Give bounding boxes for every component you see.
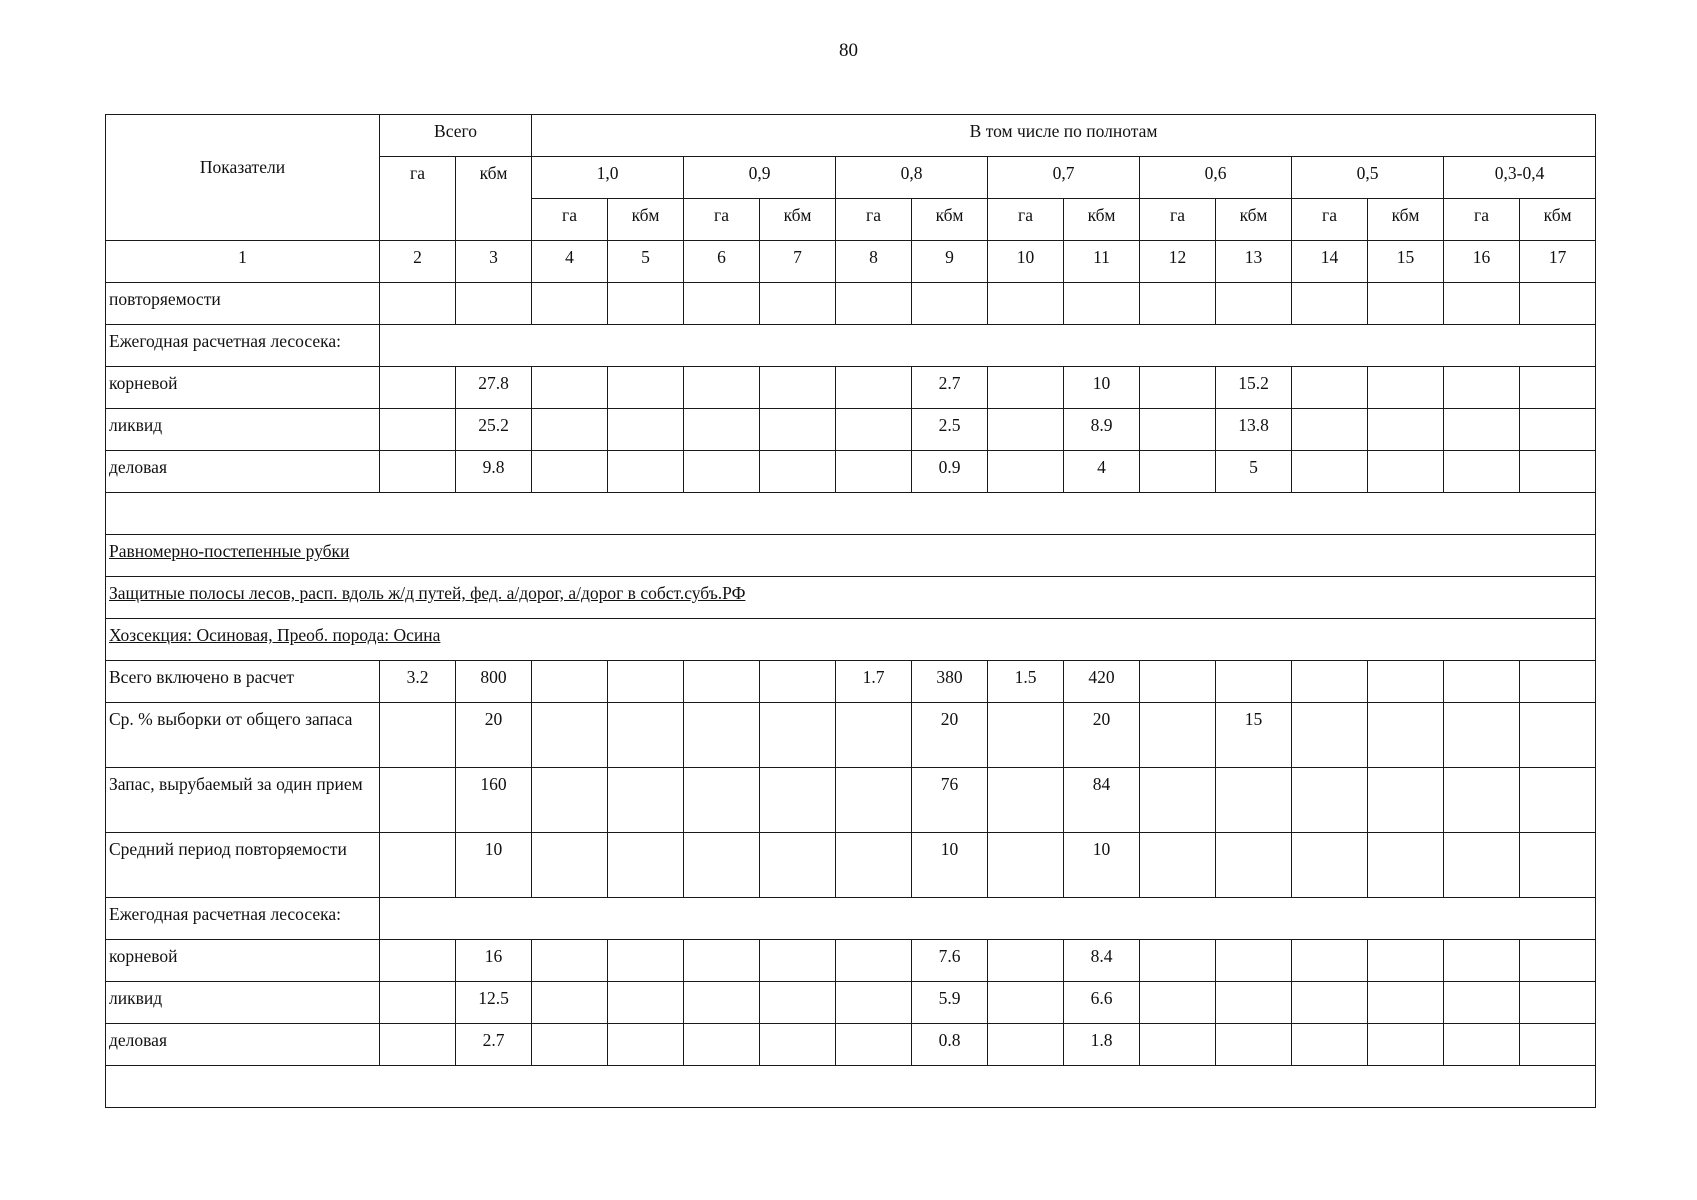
table-cell	[1292, 940, 1368, 982]
table-cell	[1292, 1024, 1368, 1066]
table-cell	[380, 768, 456, 833]
column-number: 1	[106, 241, 380, 283]
table-cell	[1216, 1024, 1292, 1066]
header-sub-ga: га	[684, 199, 760, 241]
table-cell	[532, 940, 608, 982]
table-cell	[532, 768, 608, 833]
row-label: деловая	[106, 1024, 380, 1066]
table-cell	[760, 833, 836, 898]
table-cell	[1216, 768, 1292, 833]
table-cell	[1292, 982, 1368, 1024]
table-cell	[684, 283, 760, 325]
table-cell	[1368, 982, 1444, 1024]
table-cell	[608, 409, 684, 451]
table-cell: 7.6	[912, 940, 988, 982]
table-cell	[988, 768, 1064, 833]
header-polnota: 0,3-0,4	[1444, 157, 1596, 199]
table-cell	[760, 409, 836, 451]
table-cell	[836, 283, 912, 325]
table-cell	[760, 367, 836, 409]
header-polnota: 0,5	[1292, 157, 1444, 199]
header-row-1	[106, 115, 1596, 157]
table-cell	[1368, 661, 1444, 703]
table-row	[106, 367, 1596, 409]
table-cell	[1520, 409, 1596, 451]
section-row	[106, 577, 1596, 619]
table-cell	[1140, 982, 1216, 1024]
table-cell	[380, 367, 456, 409]
table-row	[106, 982, 1596, 1024]
table-cell: 1.5	[988, 661, 1064, 703]
section-title: Защитные полосы лесов, расп. вдоль ж/д путей, фед. а/дорог, а/дорог в собст.субъ.РФ	[106, 577, 1596, 619]
table-cell	[1444, 768, 1520, 833]
table-cell	[1444, 982, 1520, 1024]
row-label: повторяемости	[106, 283, 380, 325]
table-cell: 10	[456, 833, 532, 898]
table-cell	[684, 833, 760, 898]
row-label: Средний период повторяемости	[106, 833, 380, 898]
table-cell: 8.4	[1064, 940, 1140, 982]
empty-row	[106, 1066, 1596, 1108]
table-cell	[836, 768, 912, 833]
column-number: 12	[1140, 241, 1216, 283]
table-cell	[532, 833, 608, 898]
table-row	[106, 940, 1596, 982]
table-cell	[1368, 833, 1444, 898]
table-cell	[1140, 367, 1216, 409]
table-cell	[684, 768, 760, 833]
table-cell	[532, 367, 608, 409]
table-cell	[380, 940, 456, 982]
table-cell	[608, 367, 684, 409]
table-cell	[1140, 283, 1216, 325]
row-label: Ср. % выборки от общего запаса	[106, 703, 380, 768]
table-cell	[760, 940, 836, 982]
table-cell	[836, 1024, 912, 1066]
header-polnota: 0,8	[836, 157, 988, 199]
table-cell	[1216, 661, 1292, 703]
table-cell	[1520, 661, 1596, 703]
table-cell: 76	[912, 768, 988, 833]
table-cell	[988, 833, 1064, 898]
table-cell	[684, 1024, 760, 1066]
header-sub-kbm: кбм	[1520, 199, 1596, 241]
table-cell: 160	[456, 768, 532, 833]
table-cell: 10	[1064, 367, 1140, 409]
column-number: 5	[608, 241, 684, 283]
table-row	[106, 451, 1596, 493]
table-cell: 10	[912, 833, 988, 898]
table-cell	[1520, 1024, 1596, 1066]
header-sub-ga: га	[1292, 199, 1368, 241]
row-label: ликвид	[106, 982, 380, 1024]
table-row	[106, 283, 1596, 325]
table-cell	[1292, 768, 1368, 833]
table-cell	[1444, 661, 1520, 703]
row-label: ликвид	[106, 409, 380, 451]
table-cell	[1216, 283, 1292, 325]
group-row	[106, 325, 1596, 367]
table-cell: 380	[912, 661, 988, 703]
table-row	[106, 409, 1596, 451]
column-number: 2	[380, 241, 456, 283]
table-cell	[760, 703, 836, 768]
table-cell	[1444, 833, 1520, 898]
table-cell: 2.7	[456, 1024, 532, 1066]
table-cell	[1444, 1024, 1520, 1066]
table-cell: 0.9	[912, 451, 988, 493]
group-label: Ежегодная расчетная лесосека:	[106, 898, 380, 940]
table-cell	[532, 982, 608, 1024]
row-label: деловая	[106, 451, 380, 493]
section-row	[106, 535, 1596, 577]
table-cell	[1368, 283, 1444, 325]
table-cell	[1368, 367, 1444, 409]
table-row	[106, 1024, 1596, 1066]
table-cell: 9.8	[456, 451, 532, 493]
header-polnota: 1,0	[532, 157, 684, 199]
table-row	[106, 661, 1596, 703]
table-cell	[608, 982, 684, 1024]
table-cell	[1520, 451, 1596, 493]
header-sub-ga: га	[1444, 199, 1520, 241]
group-label: Ежегодная расчетная лесосека:	[106, 325, 380, 367]
row-label: корневой	[106, 367, 380, 409]
column-number: 3	[456, 241, 532, 283]
table-cell: 800	[456, 661, 532, 703]
table-cell	[532, 283, 608, 325]
table-cell: 20	[1064, 703, 1140, 768]
header-v-tom-chisle: В том числе по полнотам	[532, 115, 1596, 157]
header-sub-kbm: кбм	[608, 199, 684, 241]
table-cell	[760, 661, 836, 703]
row-label: Запас, вырубаемый за один прием	[106, 768, 380, 833]
table-cell	[1368, 1024, 1444, 1066]
table-cell: 15	[1216, 703, 1292, 768]
table-cell	[532, 1024, 608, 1066]
table-cell: 0.8	[912, 1024, 988, 1066]
table-cell	[684, 367, 760, 409]
table-cell	[988, 451, 1064, 493]
table-cell	[1368, 940, 1444, 982]
section-title: Хозсекция: Осиновая, Преоб. порода: Осина	[106, 619, 1596, 661]
table-cell: 16	[456, 940, 532, 982]
table-cell	[1140, 703, 1216, 768]
table-cell	[836, 940, 912, 982]
table-cell	[1292, 661, 1368, 703]
header-sub-ga: га	[836, 199, 912, 241]
group-row	[106, 898, 1596, 940]
column-number: 10	[988, 241, 1064, 283]
column-number: 9	[912, 241, 988, 283]
table-cell: 5	[1216, 451, 1292, 493]
table-cell	[988, 940, 1064, 982]
table-cell	[684, 451, 760, 493]
table-cell	[608, 283, 684, 325]
header-polnota: 0,7	[988, 157, 1140, 199]
table-cell	[684, 982, 760, 1024]
header-pokazateli: Показатели	[106, 115, 380, 241]
table-row	[106, 768, 1596, 833]
table-cell: 3.2	[380, 661, 456, 703]
table-cell	[1520, 367, 1596, 409]
table-cell	[608, 768, 684, 833]
header-sub-kbm: кбм	[760, 199, 836, 241]
table-cell: 10	[1064, 833, 1140, 898]
table-cell	[1292, 703, 1368, 768]
table-cell: 20	[456, 703, 532, 768]
header-sub-ga: га	[988, 199, 1064, 241]
table-cell	[1368, 451, 1444, 493]
header-polnota: 0,6	[1140, 157, 1292, 199]
table-cell	[1292, 409, 1368, 451]
table-cell	[988, 409, 1064, 451]
table-cell	[380, 283, 456, 325]
table-cell	[836, 982, 912, 1024]
table-cell: 8.9	[1064, 409, 1140, 451]
table-cell	[1140, 1024, 1216, 1066]
row-label: корневой	[106, 940, 380, 982]
table-cell	[760, 283, 836, 325]
table-cell	[760, 1024, 836, 1066]
table-cell	[1140, 768, 1216, 833]
column-number: 17	[1520, 241, 1596, 283]
table-cell	[912, 283, 988, 325]
header-sub-kbm: кбм	[1216, 199, 1292, 241]
column-number: 16	[1444, 241, 1520, 283]
table-cell	[380, 982, 456, 1024]
column-number: 11	[1064, 241, 1140, 283]
empty-cell	[106, 1066, 1596, 1108]
table-cell	[1444, 283, 1520, 325]
table-cell	[836, 409, 912, 451]
table-cell	[988, 982, 1064, 1024]
table-cell	[1520, 982, 1596, 1024]
table-cell	[1444, 703, 1520, 768]
table-cell	[1444, 367, 1520, 409]
header-sub-kbm: кбм	[1368, 199, 1444, 241]
column-number: 13	[1216, 241, 1292, 283]
row-label: Всего включено в расчет	[106, 661, 380, 703]
header-vsego-kbm: кбм	[456, 157, 532, 241]
column-number: 6	[684, 241, 760, 283]
table-cell	[1216, 833, 1292, 898]
table-cell	[760, 451, 836, 493]
table-cell	[836, 451, 912, 493]
section-title: Равномерно-постепенные рубки	[106, 535, 1596, 577]
table-cell	[988, 703, 1064, 768]
header-sub-ga: га	[1140, 199, 1216, 241]
table-cell	[456, 283, 532, 325]
table-cell	[1140, 661, 1216, 703]
table-cell	[988, 1024, 1064, 1066]
table-cell: 1.8	[1064, 1024, 1140, 1066]
table-cell: 25.2	[456, 409, 532, 451]
table-cell	[1444, 409, 1520, 451]
table-cell	[684, 940, 760, 982]
table-cell	[1520, 833, 1596, 898]
table-cell: 1.7	[836, 661, 912, 703]
header-sub-kbm: кбм	[912, 199, 988, 241]
table-cell	[836, 703, 912, 768]
table-cell	[532, 661, 608, 703]
table-cell: 84	[1064, 768, 1140, 833]
table-cell	[380, 409, 456, 451]
table-cell	[380, 1024, 456, 1066]
column-number: 7	[760, 241, 836, 283]
page-number: 80	[839, 40, 858, 61]
table-cell	[1064, 283, 1140, 325]
table-cell	[1292, 833, 1368, 898]
table-cell	[1140, 409, 1216, 451]
table-cell: 13.8	[1216, 409, 1292, 451]
table-cell	[1292, 367, 1368, 409]
header-sub-kbm: кбм	[1064, 199, 1140, 241]
table-cell	[608, 661, 684, 703]
table-cell	[1520, 703, 1596, 768]
table-cell: 2.7	[912, 367, 988, 409]
column-number: 14	[1292, 241, 1368, 283]
table-header	[106, 115, 1596, 283]
empty-cell	[106, 493, 1596, 535]
table-cell	[1140, 940, 1216, 982]
table-cell	[1140, 833, 1216, 898]
table-cell	[1520, 768, 1596, 833]
table-cell	[380, 451, 456, 493]
group-empty-cell	[380, 898, 1596, 940]
table-cell	[988, 367, 1064, 409]
table-cell: 27.8	[456, 367, 532, 409]
table-cell: 20	[912, 703, 988, 768]
table-body	[106, 283, 1596, 1108]
empty-row	[106, 493, 1596, 535]
table-cell	[532, 451, 608, 493]
table-cell	[608, 940, 684, 982]
header-vsego-ga: га	[380, 157, 456, 241]
allowable-cut-table	[105, 114, 1596, 1108]
table-cell: 5.9	[912, 982, 988, 1024]
table-cell	[1216, 982, 1292, 1024]
table-row	[106, 833, 1596, 898]
table-cell	[836, 833, 912, 898]
table-cell	[608, 1024, 684, 1066]
table-cell	[684, 409, 760, 451]
table-cell	[608, 833, 684, 898]
table-cell	[760, 768, 836, 833]
table-cell: 4	[1064, 451, 1140, 493]
section-row	[106, 619, 1596, 661]
table-cell	[1216, 940, 1292, 982]
table-cell	[380, 833, 456, 898]
table-cell	[988, 283, 1064, 325]
column-number: 15	[1368, 241, 1444, 283]
column-number-row	[106, 241, 1596, 283]
table-cell: 2.5	[912, 409, 988, 451]
table-cell	[1444, 940, 1520, 982]
table-cell	[760, 982, 836, 1024]
table-cell	[1292, 451, 1368, 493]
group-empty-cell	[380, 325, 1596, 367]
table-cell	[532, 703, 608, 768]
table-row	[106, 703, 1596, 768]
table-cell	[380, 703, 456, 768]
header-vsego: Всего	[380, 115, 532, 157]
column-number: 4	[532, 241, 608, 283]
table-cell	[1444, 451, 1520, 493]
table-cell	[608, 703, 684, 768]
table-cell	[1368, 703, 1444, 768]
table-cell	[1368, 768, 1444, 833]
table-cell	[1520, 940, 1596, 982]
table-cell	[1520, 283, 1596, 325]
table-cell	[684, 661, 760, 703]
table-cell	[532, 409, 608, 451]
table-cell: 12.5	[456, 982, 532, 1024]
table-cell	[1292, 283, 1368, 325]
table-cell: 15.2	[1216, 367, 1292, 409]
table-cell	[684, 703, 760, 768]
table-cell	[1368, 409, 1444, 451]
table-cell: 6.6	[1064, 982, 1140, 1024]
header-polnota: 0,9	[684, 157, 836, 199]
header-sub-ga: га	[532, 199, 608, 241]
table-cell	[836, 367, 912, 409]
column-number: 8	[836, 241, 912, 283]
table-cell	[608, 451, 684, 493]
table-cell: 420	[1064, 661, 1140, 703]
table-cell	[1140, 451, 1216, 493]
